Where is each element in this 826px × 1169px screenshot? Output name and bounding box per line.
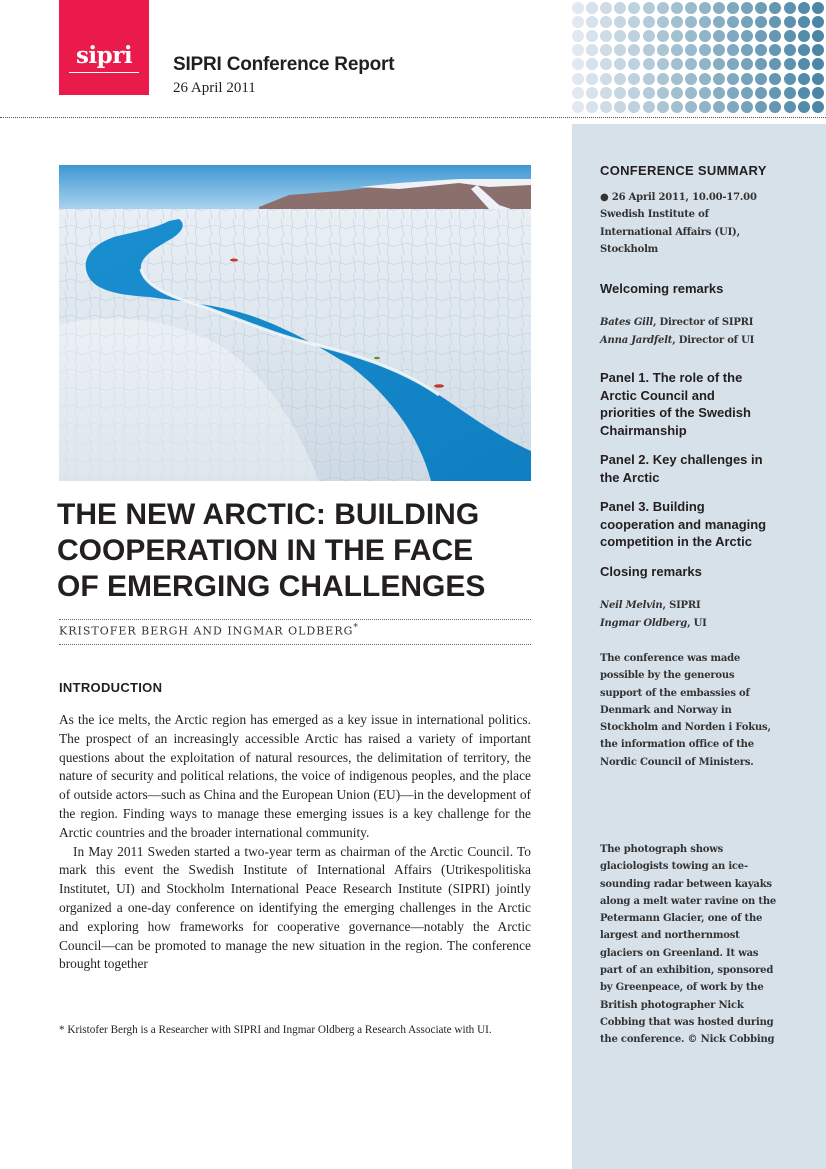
decorative-dot — [572, 2, 584, 14]
decorative-dot — [671, 87, 683, 99]
decorative-dot — [699, 30, 711, 42]
speaker-name: Anna Jardfelt — [600, 334, 673, 346]
decorative-dot — [812, 101, 824, 113]
decorative-dot — [755, 87, 767, 99]
decorative-dot — [657, 73, 669, 85]
sidebar-heading: CONFERENCE SUMMARY — [600, 163, 767, 178]
decorative-dot — [784, 44, 796, 56]
speaker-role: , UI — [687, 617, 707, 629]
decorative-dot — [812, 58, 824, 70]
decorative-dot — [643, 44, 655, 56]
decorative-dot — [713, 44, 725, 56]
article-body — [59, 711, 531, 974]
decorative-dot — [741, 58, 753, 70]
panel-1 — [600, 369, 800, 439]
decorative-dot — [643, 2, 655, 14]
decorative-dot — [755, 30, 767, 42]
decorative-dot — [769, 30, 781, 42]
decorative-dot — [798, 30, 810, 42]
decorative-dot — [755, 58, 767, 70]
decorative-dot — [643, 30, 655, 42]
conference-details — [600, 189, 800, 258]
decorative-dot — [685, 30, 697, 42]
section-heading-introduction: INTRODUCTION — [59, 680, 163, 695]
decorative-dot — [755, 2, 767, 14]
decorative-dot — [713, 58, 725, 70]
decorative-dot — [713, 87, 725, 99]
decorative-dot — [755, 44, 767, 56]
decorative-dot — [812, 30, 824, 42]
decorative-dot — [741, 87, 753, 99]
decorative-dot — [643, 58, 655, 70]
decorative-dot — [713, 2, 725, 14]
decorative-dot — [586, 30, 598, 42]
decorative-dot — [671, 44, 683, 56]
speaker-name: Bates Gill — [600, 317, 653, 328]
decorative-dot — [713, 16, 725, 28]
decorative-dot — [628, 16, 640, 28]
decorative-dot — [628, 44, 640, 56]
decorative-dot — [657, 101, 669, 113]
decorative-dot — [614, 87, 626, 99]
decorative-dot — [713, 101, 725, 113]
decorative-dot — [614, 58, 626, 70]
sponsor-line: Stockholm and Norden i Fokus, — [600, 722, 771, 734]
panel-line: Arctic Council and — [600, 387, 715, 403]
panel-line: Chairmanship — [600, 422, 687, 438]
decorative-dot — [572, 101, 584, 113]
decorative-dot — [741, 16, 753, 28]
decorative-dot — [628, 58, 640, 70]
decorative-dot — [755, 73, 767, 85]
venue-line: Stockholm — [600, 243, 659, 255]
decorative-dot — [685, 44, 697, 56]
decorative-dot — [699, 101, 711, 113]
caption-line: glaciers on Greenland. It was — [600, 947, 759, 959]
decorative-dot — [671, 2, 683, 14]
decorative-dot — [586, 44, 598, 56]
closing-speakers — [600, 597, 800, 632]
decorative-dot — [685, 58, 697, 70]
decorative-dot — [727, 58, 739, 70]
caption-line: Cobbing that was hosted during — [600, 1016, 774, 1028]
decorative-dot — [685, 101, 697, 113]
decorative-dot — [727, 16, 739, 28]
report-date: 26 April 2011 — [173, 80, 256, 96]
decorative-dot — [769, 2, 781, 14]
decorative-dot — [812, 44, 824, 56]
decorative-dot — [614, 16, 626, 28]
decorative-dot — [671, 30, 683, 42]
decorative-dot — [572, 58, 584, 70]
decorative-dot — [685, 2, 697, 14]
decorative-dot — [784, 101, 796, 113]
decorative-dot — [628, 73, 640, 85]
author-footnote: * Kristofer Bergh is a Researcher with SIPRI and Ingmar Oldberg a Research Associate with UI. — [59, 1024, 492, 1036]
decorative-dot — [657, 44, 669, 56]
decorative-dot — [600, 30, 612, 42]
decorative-dot — [614, 44, 626, 56]
decorative-dot — [643, 101, 655, 113]
decorative-dot — [784, 2, 796, 14]
header-divider — [0, 117, 826, 118]
decorative-dot — [657, 87, 669, 99]
decorative-dot — [812, 2, 824, 14]
body-paragraph: As the ice melts, the Arctic region has emerged as a key issue in international politics. The prospect of an increasingly accessible Arctic has raised a variety of important questions about the exploitation of natural resources, the delimitation of territory, the nature of security and political relations, the voice of indigenous peoples, and the place of outside actors—such as China and the European Union (EU)—in the development of the region. Finding ways to manage these emerging issues is a key challenge for the Arctic countries and the broader international community. — [59, 712, 531, 840]
decorative-dot — [699, 16, 711, 28]
decorative-dot — [727, 73, 739, 85]
caption-line: The photograph shows — [600, 844, 724, 855]
decorative-dot — [600, 16, 612, 28]
caption-line: the conference. © Nick Cobbing — [600, 1034, 775, 1046]
decorative-dot — [741, 73, 753, 85]
decorative-dot — [784, 58, 796, 70]
body-paragraph: In May 2011 Sweden started a two-year term as chairman of the Arctic Council. To mark this event the Swedish Institute of International Affairs (Utrikespolitiska Institutet, UI) and Stockholm International Peace Research Institute (SIPRI) jointly organized a one-day conference on identifying the emerging challenges in the Arctic and exploring how frameworks for cooperative governance—notably the Arctic Council—can be promoted to manage the new situation in the region. The conference brought together — [59, 843, 531, 972]
decorative-dot — [713, 30, 725, 42]
panel-line: Panel 1. The role of the — [600, 370, 743, 385]
decorative-dot — [600, 2, 612, 14]
decorative-dot — [798, 44, 810, 56]
panel-line: the Arctic — [600, 469, 660, 485]
article-title-line: THE NEW ARCTIC: BUILDING — [57, 498, 480, 531]
decorative-dot — [812, 73, 824, 85]
decorative-dot — [628, 2, 640, 14]
sponsor-line: Denmark and Norway in — [600, 704, 732, 716]
decorative-dot — [600, 73, 612, 85]
decorative-dot — [600, 58, 612, 70]
decorative-dot — [727, 2, 739, 14]
decorative-dot — [784, 16, 796, 28]
welcoming-speakers — [600, 314, 800, 349]
decorative-dot — [784, 73, 796, 85]
decorative-dot — [812, 16, 824, 28]
sponsor-note — [600, 650, 800, 771]
decorative-dot — [727, 44, 739, 56]
decorative-dot — [741, 30, 753, 42]
decorative-dot — [812, 87, 824, 99]
sponsor-line: The conference was made — [600, 653, 741, 664]
decorative-dot — [685, 16, 697, 28]
decorative-dot — [699, 87, 711, 99]
photo-caption — [600, 841, 800, 1049]
decorative-dot — [769, 87, 781, 99]
glacier-photo — [59, 165, 531, 481]
decorative-dot — [741, 44, 753, 56]
decorative-dot — [614, 101, 626, 113]
panel-line: priorities of the Swedish — [600, 405, 751, 420]
conference-summary-sidebar — [572, 124, 826, 1169]
decorative-dot — [643, 16, 655, 28]
decorative-dot — [586, 87, 598, 99]
report-series-title: SIPRI Conference Report — [173, 54, 395, 75]
decorative-dot — [769, 44, 781, 56]
decorative-dot — [657, 16, 669, 28]
decorative-dot — [586, 58, 598, 70]
decorative-dot — [614, 2, 626, 14]
decorative-dot — [784, 30, 796, 42]
sponsor-line: the information office of the — [600, 739, 754, 751]
decorative-dot — [685, 87, 697, 99]
closing-remarks-title: Closing remarks — [600, 564, 702, 579]
speaker-role: , SIPRI — [662, 600, 701, 611]
sponsor-line: possible by the generous — [600, 670, 735, 682]
panel-line: cooperation and managing — [600, 516, 767, 532]
speaker — [600, 314, 800, 332]
panel-line: Panel 3. Building — [600, 499, 705, 514]
decorative-dot — [784, 87, 796, 99]
decorative-dot — [769, 101, 781, 113]
logo-wordmark: sipri — [75, 42, 133, 69]
decorative-dot — [741, 2, 753, 14]
decorative-dot — [600, 44, 612, 56]
decorative-dot — [798, 73, 810, 85]
speaker — [600, 597, 800, 615]
author-rule-top — [59, 619, 531, 620]
caption-line: sounding radar between kayaks — [600, 878, 772, 890]
welcoming-remarks-title: Welcoming remarks — [600, 281, 724, 296]
venue-line: Swedish Institute of — [600, 209, 709, 221]
panel-3 — [600, 498, 800, 551]
panel-line: Panel 2. Key challenges in — [600, 452, 763, 467]
decorative-dot — [798, 87, 810, 99]
panel-2 — [600, 451, 800, 486]
decorative-dot — [798, 101, 810, 113]
conference-datetime — [600, 189, 800, 206]
decorative-dot — [572, 16, 584, 28]
caption-line: Petermann Glacier, one of the — [600, 913, 763, 925]
decorative-dot — [628, 101, 640, 113]
decorative-dot — [671, 73, 683, 85]
decorative-dot — [727, 30, 739, 42]
decorative-dot — [741, 101, 753, 113]
decorative-dot — [628, 87, 640, 99]
decorative-dot — [586, 2, 598, 14]
venue-line: International Affairs (UI), — [600, 226, 740, 238]
decorative-dot — [586, 101, 598, 113]
decorative-dot — [769, 73, 781, 85]
decorative-dot — [699, 58, 711, 70]
decorative-dot — [628, 30, 640, 42]
logo-underline — [69, 72, 139, 73]
decorative-dot — [643, 73, 655, 85]
article-title-line: COOPERATION IN THE FACE — [57, 534, 474, 567]
panel-line: competition in the Arctic — [600, 534, 752, 549]
bullet-icon: ● — [600, 192, 609, 203]
decorative-dot — [769, 16, 781, 28]
decorative-dot — [798, 16, 810, 28]
speaker-role: , Director of UI — [672, 334, 755, 346]
decorative-dot — [614, 73, 626, 85]
caption-line: British photographer Nick — [600, 999, 744, 1011]
decorative-dot — [713, 73, 725, 85]
sponsor-line: Nordic Council of Ministers. — [600, 756, 754, 768]
author-names: KRISTOFER BERGH AND INGMAR OLDBERG — [59, 624, 354, 638]
decorative-dot — [572, 30, 584, 42]
speaker-name: Neil Melvin — [600, 600, 663, 611]
article-title-line: OF EMERGING CHALLENGES — [57, 570, 486, 603]
decorative-dot — [572, 87, 584, 99]
decorative-dot — [671, 16, 683, 28]
decorative-dot — [657, 58, 669, 70]
decorative-dot — [727, 101, 739, 113]
decorative-dot — [727, 87, 739, 99]
decorative-dot — [685, 73, 697, 85]
caption-line: by Greenpeace, of work by the — [600, 982, 764, 994]
speaker — [600, 332, 800, 350]
caption-line: part of an exhibition, sponsored — [600, 965, 774, 977]
decorative-dot — [586, 73, 598, 85]
decorative-dot — [572, 73, 584, 85]
decorative-dot-grid — [572, 2, 826, 112]
decorative-dot — [699, 2, 711, 14]
decorative-dot — [671, 58, 683, 70]
decorative-dot — [798, 2, 810, 14]
article-title — [57, 497, 537, 605]
article-authors — [59, 623, 359, 638]
decorative-dot — [657, 30, 669, 42]
decorative-dot — [657, 2, 669, 14]
decorative-dot — [755, 16, 767, 28]
decorative-dot — [671, 101, 683, 113]
caption-line: along a melt water ravine on the — [600, 895, 777, 907]
speaker-name: Ingmar Oldberg — [600, 617, 688, 629]
speaker-role: , Director of SIPRI — [652, 317, 754, 328]
datetime-text: 26 April 2011, 10.00-17.00 — [611, 192, 757, 203]
decorative-dot — [572, 44, 584, 56]
decorative-dot — [600, 87, 612, 99]
sponsor-line: support of the embassies of — [600, 687, 750, 699]
decorative-dot — [755, 101, 767, 113]
caption-line: glaciologists towing an ice- — [600, 861, 748, 873]
decorative-dot — [769, 58, 781, 70]
decorative-dot — [614, 30, 626, 42]
decorative-dot — [798, 58, 810, 70]
decorative-dot — [600, 101, 612, 113]
decorative-dot — [586, 16, 598, 28]
decorative-dot — [699, 44, 711, 56]
glacier-photo-illustration — [59, 165, 531, 481]
sipri-logo — [59, 0, 149, 95]
speaker — [600, 615, 800, 633]
caption-line: largest and northernmost — [600, 930, 740, 942]
decorative-dot — [699, 73, 711, 85]
footnote-marker: * — [353, 623, 359, 633]
decorative-dot — [643, 87, 655, 99]
author-rule-bottom — [59, 644, 531, 645]
